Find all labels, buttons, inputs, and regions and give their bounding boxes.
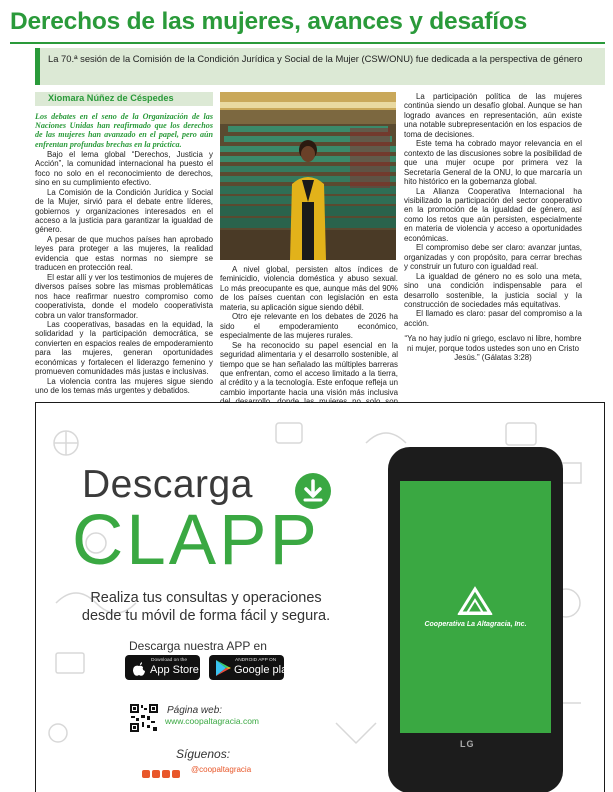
web-page-label: Página web: (167, 705, 223, 716)
bible-quote: “Ya no hay judío ni griego, esclavo ni libre, hombre ni mujer, porque todos ustedes son uno en Cristo Jesús.” (Gálatas 3:28) (404, 334, 582, 363)
cooperativa-name: Cooperativa La Altagracia, Inc. (424, 621, 527, 628)
ad-tagline (56, 589, 356, 625)
paragraph: A nivel global, persisten altos índices de feminicidio, violencia doméstica y abuso sexual. Lo más preocupante es que, aunque más del 90% de los países cuentan con legislación en esta materia, su aplicación sigue siendo débil. (220, 265, 398, 312)
ad-tagline-line-2: desde tu móvil de forma fácil y segura. (81, 608, 331, 624)
subtitle-accent-bar (35, 48, 40, 85)
paragraph: La igualdad de género no es solo una meta, sino una condición indispensable para el desarrollo sostenible, la justicia social y la construcción de sociedades más equitativas. (404, 271, 582, 309)
paragraph: Bajo el lema global “Derechos, Justicia y Acción”, la comunidad internacional ha puesto el foco no solo en el reconocimiento de derechos, sino en su cumplimiento efectivo. (35, 149, 213, 188)
paragraph: El estar allí y ver los testimonios de mujeres de diversos países sobre las mismas problemáticas nos hace reafirmar nuestro compromiso como cooperativista, donde el modelo cooperativista cobra un valor transformador. (35, 272, 213, 320)
twitter-icon[interactable] (152, 770, 160, 778)
google-play-label: Google play (234, 664, 293, 676)
paragraph: El compromiso debe ser claro: avanzar juntas, organizadas y con propósito, para cerrar brechas y construir un futuro con igualdad real. (404, 243, 582, 272)
apple-icon (129, 658, 149, 678)
clapp-advertisement (35, 402, 605, 792)
hand-illustration (391, 563, 591, 792)
qr-code-icon (129, 703, 159, 733)
author-name: Xiomara Núñez de Céspedes (48, 93, 174, 103)
article-title: Derechos de las mujeres, avances y desafíos (10, 8, 528, 35)
paragraph: La Alianza Cooperativa Internacional ha visibilizado la participación del sector cooperativo en la promoción de la igualdad de género, así como los retos que aún persisten, especialmente en materia de violencia y acceso a oportunidades económicas. (404, 186, 582, 243)
paragraph: Las cooperativas, basadas en la equidad, la solidaridad y la participación democrática, se convierten en espacios reales de empoderamiento para las mujeres, generan oportunidades económicas y fortalecen el liderazgo femenino y promueven comunidades más justas e inclusivas. (35, 319, 213, 377)
facebook-icon[interactable] (142, 770, 150, 778)
google-play-small-text: ANDROID APP ON (235, 658, 277, 663)
clapp-logo-text: CLAPP (72, 501, 320, 580)
app-store-button[interactable] (125, 655, 200, 680)
app-store-small-text: Download on the (151, 658, 188, 663)
article-column-2 (220, 265, 398, 416)
paragraph: La participación política de las mujeres continúa siendo un desafío global. Aunque se han logrado avances en representación, aún existe una notable subrepresentación en los espacios de toma de decisiones. (404, 92, 582, 139)
article-lead: Los debates en el seno de la Organización de las Naciones Unidas han reafirmado que los derechos de las mujeres han avanzado en el papel, pero aún enfrentan profundas brechas en la práctica. (35, 112, 213, 149)
ad-tagline-line-1: Realiza tus consultas y operaciones (90, 590, 322, 606)
article-column-1 (35, 112, 213, 396)
social-handle: @coopaltagracia (191, 765, 252, 774)
title-divider (10, 42, 605, 44)
paragraph: La violencia contra las mujeres sigue siendo uno de los temas más urgentes y debatidos. (35, 376, 213, 396)
phone-brand-logo: LG (460, 739, 475, 749)
download-app-label: Descarga nuestra APP en (129, 639, 267, 653)
descarga-heading: Descarga (82, 463, 253, 506)
social-icons (142, 765, 182, 775)
youtube-icon[interactable] (172, 770, 180, 778)
paragraph: Otro eje relevante en los debates de 2026 ha sido el empoderamiento económico, especialmente de las mujeres rurales. (220, 312, 398, 341)
web-page-link[interactable]: www.coopaltagracia.com (165, 716, 260, 726)
google-play-icon (214, 658, 232, 678)
app-store-label: App Store (150, 664, 199, 676)
paragraph: Este tema ha cobrado mayor relevancia en el contexto de las discusiones sobre la posibilidad de que una mujer ocupe por primera vez la Secretaría General de la ONU, lo que marcaría un hito histórico en la gobernanza global. (404, 139, 582, 187)
paragraph: La Comisión de la Condición Jurídica y Social de la Mujer, sirvió para el debate entre líderes, gobiernos y organizaciones interesados en el acceso a la justicia para garantizar la igualdad de género. (35, 187, 213, 235)
paragraph: A pesar de que muchos países han aprobado leyes para proteger a las mujeres, la realidad evidencia que estas normas no siempre se traducen en protección real. (35, 234, 213, 273)
instagram-icon[interactable] (162, 770, 170, 778)
follow-us-label: Síguenos: (176, 747, 231, 761)
paragraph: Se ha reconocido su papel esencial en la seguridad alimentaria y el desarrollo sostenible, al tiempo que se han señalado las múltiples barreras que enfrentan, como el acceso limitado a la tierra, al crédito y a la tecnología. Este enfoque refleja un cambio importante hacia una visión más inclusiva (220, 340, 398, 397)
article-column-3 (404, 92, 582, 363)
google-play-button[interactable] (209, 655, 293, 680)
paragraph: El llamado es claro: pasar del compromiso a la acción. (404, 309, 582, 328)
conference-photo (220, 92, 396, 260)
article-subtitle: La 70.ª sesión de la Comisión de la Condición Jurídica y Social de la Mujer (CSW/ONU) fue dedicada a la perspectiva de género (48, 53, 583, 64)
conference-photo-illustration (220, 92, 396, 260)
